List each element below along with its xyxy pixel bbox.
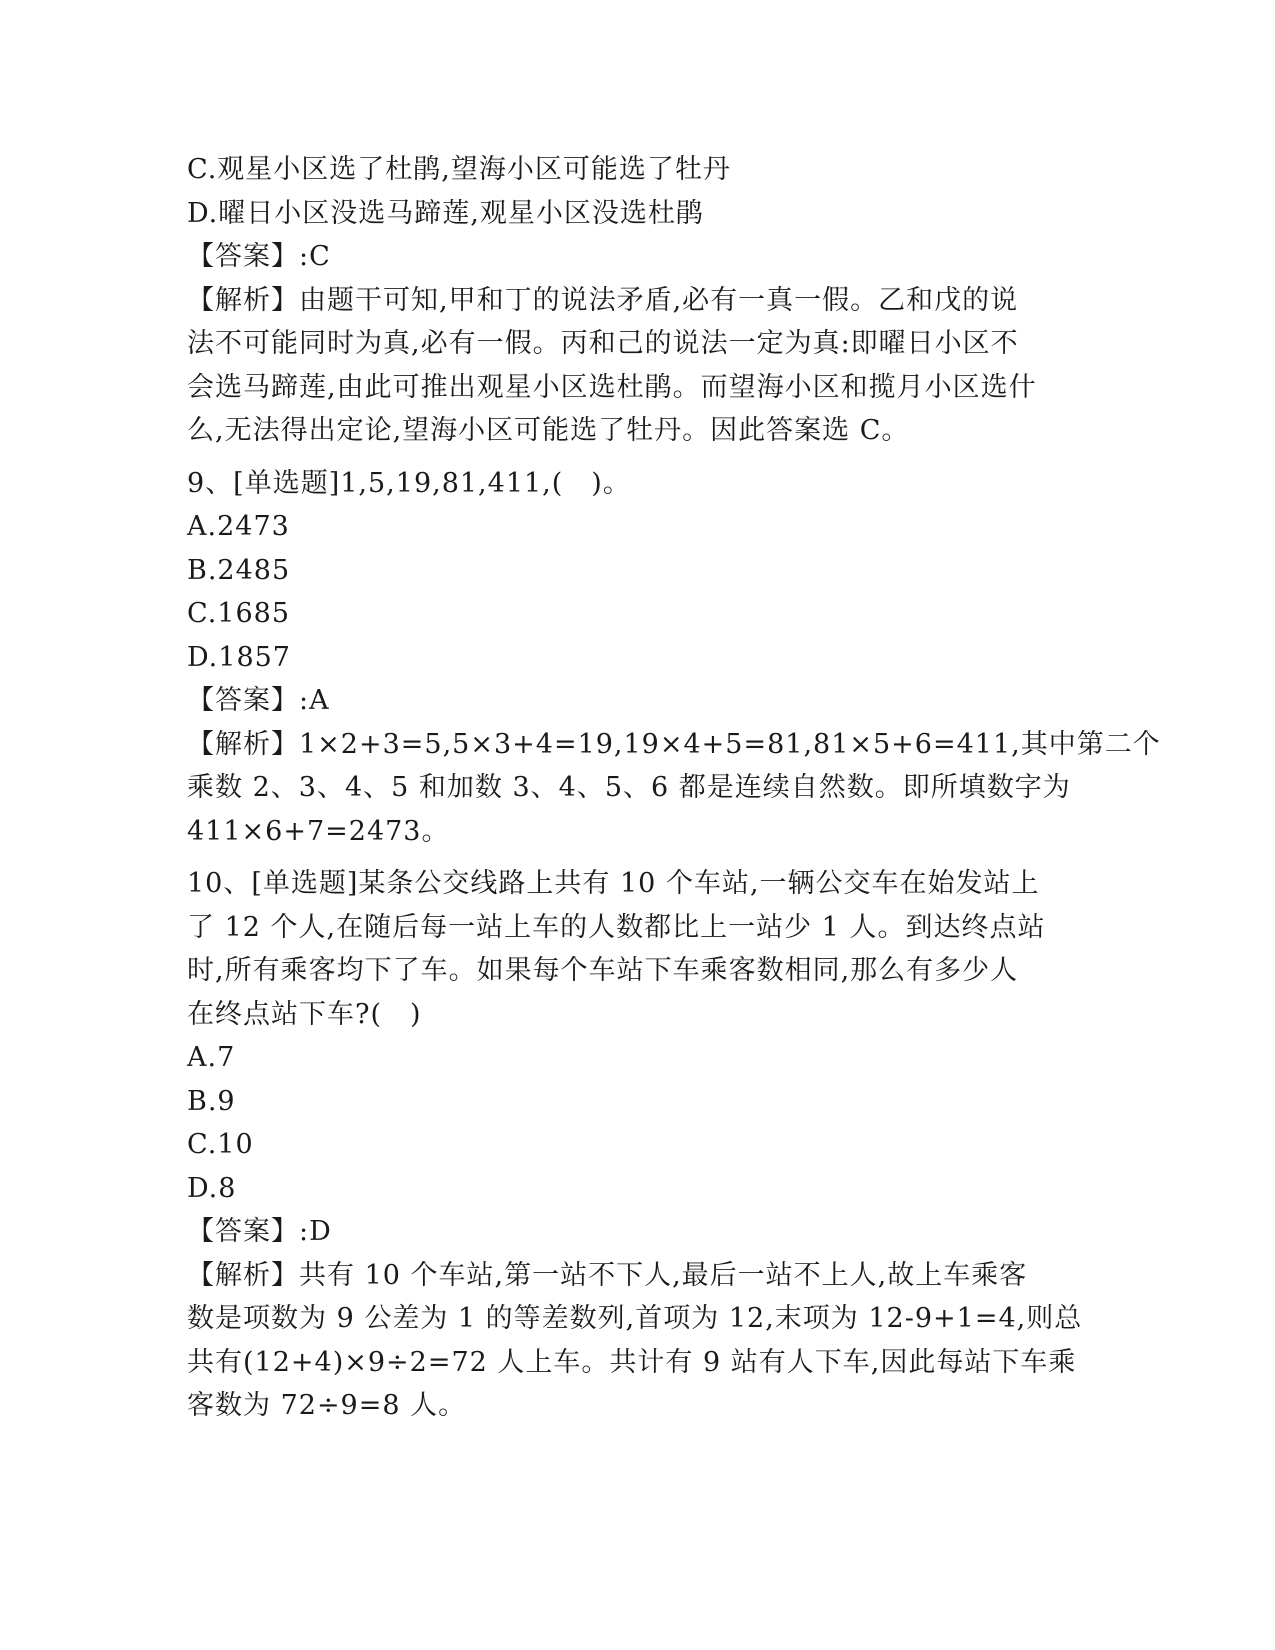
option-d: D.曜日小区没选马蹄莲,观星小区没选杜鹃: [187, 197, 704, 229]
answer-line: 【答案】:A: [187, 685, 330, 716]
question-stem: 9、[单选题]1,5,19,81,411,( )。: [187, 467, 631, 499]
answer-line: 【答案】:C: [187, 241, 331, 272]
question-10: [187, 862, 1087, 1428]
analysis-line: 【解析】共有 10 个车站,第一站不下人,最后一站不上人,故上车乘客: [187, 1259, 1028, 1291]
option-d: D.8: [187, 1172, 237, 1204]
option-c: C.观星小区选了杜鹃,望海小区可能选了牡丹: [187, 154, 731, 185]
analysis-line: 会选马蹄莲,由此可推出观星小区选杜鹃。而望海小区和揽月小区选什: [187, 371, 1037, 403]
analysis-line: 共有(12+4)×9÷2=72 人上车。共计有 9 站有人下车,因此每站下车乘: [187, 1346, 1077, 1378]
question-stem: 在终点站下车?( ): [187, 998, 422, 1030]
analysis-line: 客数为 72÷9=8 人。: [187, 1390, 467, 1421]
analysis-line: 乘数 2、3、4、5 和加数 3、4、5、6 都是连续自然数。即所填数字为: [187, 772, 1071, 803]
question-9: [187, 462, 1161, 854]
option-b: B.2485: [187, 554, 291, 586]
answer-line: 【答案】:D: [187, 1216, 332, 1247]
question-stem: 了 12 个人,在随后每一站上车的人数都比上一站少 1 人。到达终点站: [187, 911, 1046, 943]
question-stem: 10、[单选题]某条公交线路上共有 10 个车站,一辆公交车在始发站上: [187, 868, 1040, 899]
spacer: [187, 853, 1087, 862]
analysis-line: 数是项数为 9 公差为 1 的等差数列,首项为 12,末项为 12-9+1=4,则总: [187, 1303, 1083, 1334]
question-8-tail: [187, 148, 1087, 453]
option-c: C.1685: [187, 598, 290, 629]
analysis-line: 411×6+7=2473。: [187, 815, 450, 847]
document-page: [187, 148, 1161, 1428]
option-b: B.9: [187, 1085, 236, 1117]
analysis-line: 么,无法得出定论,望海小区可能选了牡丹。因此答案选 C。: [187, 415, 910, 446]
option-c: C.10: [187, 1129, 254, 1160]
analysis-line: 【解析】1×2+3=5,5×3+4=19,19×4+5=81,81×5+6=411,其中第二个: [187, 728, 1161, 760]
spacer: [187, 453, 1087, 462]
analysis-line: 【解析】由题干可知,甲和丁的说法矛盾,必有一真一假。乙和戊的说: [187, 284, 1019, 316]
option-d: D.1857: [187, 641, 291, 673]
option-a: A.2473: [187, 511, 290, 542]
analysis-line: 法不可能同时为真,必有一假。丙和己的说法一定为真:即曜日小区不: [187, 328, 1019, 359]
question-stem: 时,所有乘客均下了车。如果每个车站下车乘客数相同,那么有多少人: [187, 955, 1019, 986]
option-a: A.7: [187, 1042, 236, 1073]
